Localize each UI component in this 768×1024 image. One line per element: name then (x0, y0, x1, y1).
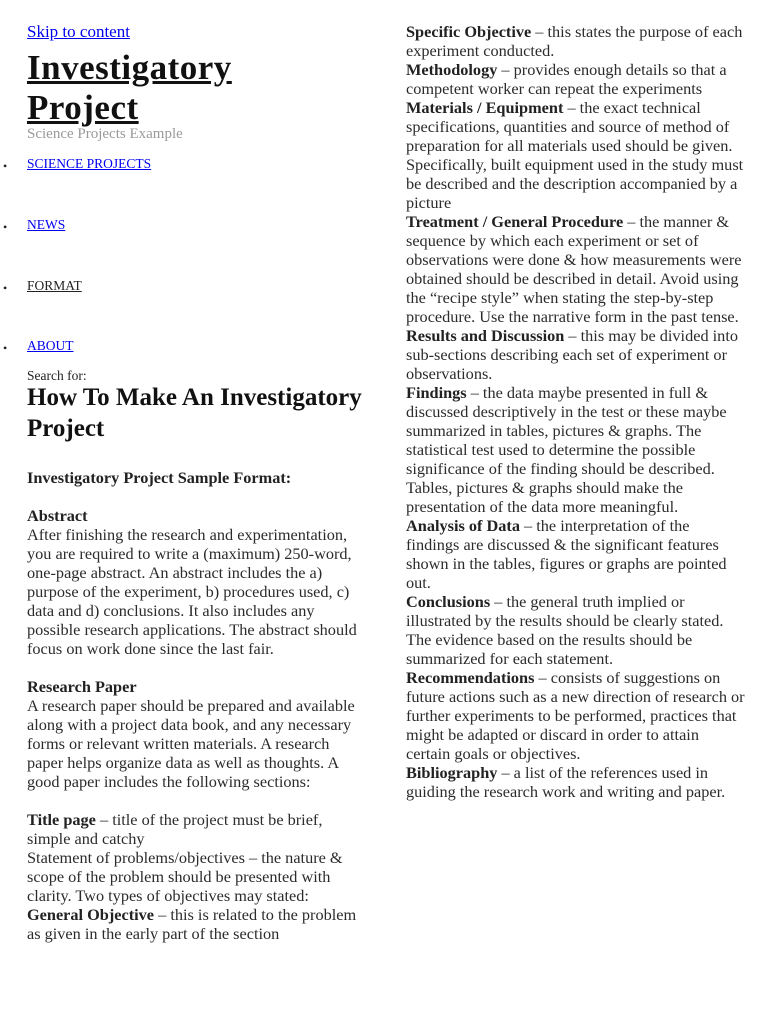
bullet-icon: • (3, 220, 8, 234)
post-title: How To Make An Investigatory Project (27, 384, 362, 442)
nav-link-science-projects[interactable]: SCIENCE PROJECTS (27, 156, 152, 171)
site-title-link[interactable] (27, 48, 367, 128)
section-title-page: Title page – title of the project must be brief, simple and catchy (27, 810, 323, 848)
section-analysis-of-data: Analysis of Data – the interpretation of the findings are discussed & the significant features shown in the tables, figures or graphs are pointed out. (406, 516, 727, 592)
sample-format-heading: Investigatory Project Sample Format: (27, 468, 292, 487)
nav-item-format (3, 278, 82, 295)
bullet-icon: • (3, 281, 8, 295)
nav-item-science-projects (3, 156, 152, 173)
section-built-equipment: Specifically, built equipment used in the study must be described and the description accompanied by a picture (406, 155, 744, 212)
section-methodology: Methodology – provides enough details so that a competent worker can repeat the experiments (406, 60, 727, 98)
section-findings: Findings – the data maybe presented in full & discussed descriptively in the test or these maybe summarized in tables, pictures & graphs. The statistical test used to determine the possible significance of the finding should be described. Tables, pictures & graphs should make the presentation of the data more meaningful. (406, 383, 727, 516)
research-paper-heading: Research Paper (27, 677, 137, 696)
site-tagline: Science Projects Example (27, 126, 183, 142)
nav-link-news[interactable]: NEWS (27, 217, 66, 232)
left-column (3, 22, 367, 943)
post-body-right (406, 22, 746, 801)
skip-to-content-link[interactable]: Skip to content (27, 22, 130, 41)
search-label: Search for: (27, 368, 87, 383)
site-title-line2: Project (27, 88, 139, 127)
research-paper-text: A research paper should be prepared and available along with a project data book, and any necessary forms or relevant written materials. A research paper helps organize data as well as thoughts. A good paper includes the following sections: (27, 696, 355, 791)
section-general-objective: General Objective – this is related to the problem as given in the early part of the section (27, 905, 357, 943)
section-specific-objective: Specific Objective – this states the purpose of each experiment conducted. (406, 22, 743, 60)
post-body-left (27, 468, 367, 943)
bullet-icon: • (3, 341, 8, 355)
nav-item-news (3, 217, 66, 234)
bullet-icon: • (3, 159, 8, 173)
section-bibliography: Bibliography – a list of the references used in guiding the research work and writing and paper. (406, 763, 726, 801)
nav-link-about[interactable]: ABOUT (27, 338, 74, 353)
abstract-heading: Abstract (27, 506, 88, 525)
section-results-discussion: Results and Discussion – this may be divided into sub-sections describing each set of experiment or observations. (406, 326, 738, 383)
abstract-text: After finishing the research and experimentation, you are required to write a (maximum) 250-word, one-page abstract. An abstract includes the a) purpose of the experiment, b) procedures used, c) data and d) conclusions. It also includes any possible research applications. The abstract should focus on work done since the last fair. (27, 525, 357, 658)
section-conclusions: Conclusions – the general truth implied or illustrated by the results should be clearly stated. The evidence based on the results should be summarized for each statement. (406, 592, 724, 668)
site-title-line1: Investigatory (27, 48, 232, 87)
nav-link-format[interactable]: FORMAT (27, 278, 82, 293)
section-statement-of-problems: Statement of problems/objectives – the nature & scope of the problem should be presented with clarity. Two types of objectives may stated: (27, 848, 343, 905)
nav-item-about (3, 338, 74, 355)
section-materials-equipment: Materials / Equipment – the exact technical specifications, quantities and source of method of preparation for all materials used should be given. (406, 98, 733, 155)
section-treatment-procedure: Treatment / General Procedure – the manner & sequence by which each experiment or set of observations were done & how measurements were obtained should be described in detail. Avoid using the “recipe style” when stating the step-by-step procedure. Use the narrative form in the past tense. (406, 212, 742, 326)
section-recommendations: Recommendations – consists of suggestions on future actions such as a new direction of research or further experiments to be performed, practices that might be adapted or discard in order to attain certain goals or objectives. (406, 668, 745, 763)
